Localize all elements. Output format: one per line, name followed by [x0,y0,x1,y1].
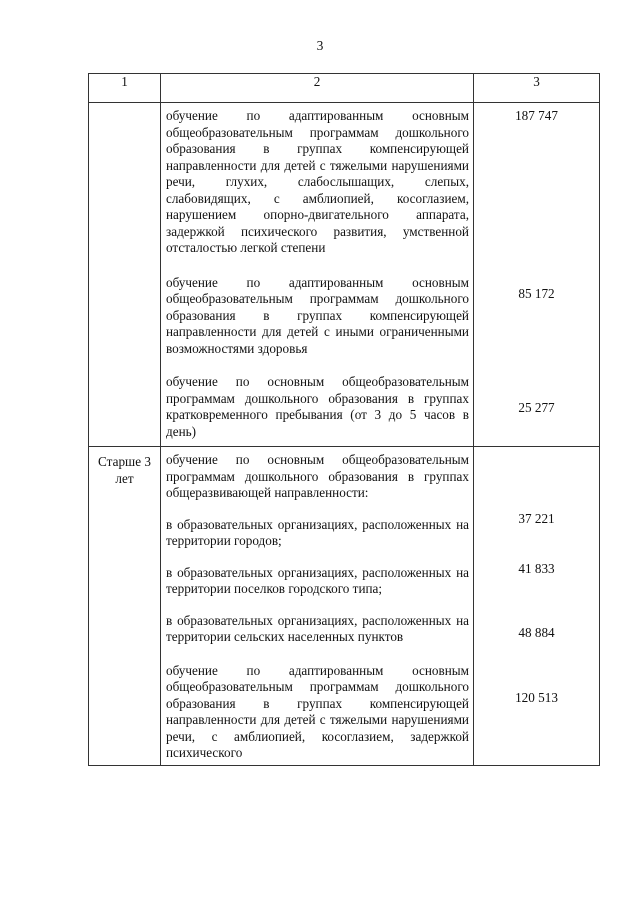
list-item-value: 25 277 [518,400,555,415]
list-item-text: обучение по адаптированным основным общеобразовательным программам дошкольного образования в группах компенсирующей направленности для детей с иными ограниченными возможностями здоровья [166,274,469,356]
description-cell [161,447,474,766]
age-cell [89,447,161,766]
table-header-row [89,74,600,103]
age-label: Старше 3 лет [98,454,151,486]
list-item-value: 85 172 [518,285,555,301]
list-item-value: 120 513 [515,689,558,705]
age-label [89,103,160,108]
section-intro: обучение по основным общеобразовательным программам дошкольного образования в группах общеразвивающей направленности: [166,452,469,500]
table-row [89,447,600,766]
list-item-text: обучение по адаптированным основным общеобразовательным программам дошкольного образования в группах компенсирующей направленности для детей с тяжелыми нарушениями речи, с амблиопией, косоглазием, задержкой психического [166,662,469,760]
list-item-value: 187 747 [515,108,558,123]
header-col-1: 1 [89,74,161,103]
header-col-3: 3 [474,74,600,103]
list-item-text: обучение по адаптированным основным общеобразовательным программам дошкольного образования в группах компенсирующей направленности для детей с тяжелыми нарушениями речи, глухих, слабослышащих, слепых, слабовидящих, с амблиопией, косоглазием, нарушением опорно-двигательного аппарата, задержкой психического развития, умственной отсталостью легкой степени [166,108,469,255]
value-cell [474,447,600,766]
header-col-2: 2 [161,74,474,103]
list-item-text: в образовательных организациях, расположенных на территории сельских населенных пунктов [166,612,469,644]
list-item-value: 48 884 [518,625,555,640]
page-number: 3 [316,38,324,53]
list-item-text: в образовательных организациях, расположенных на территории городов; [166,516,469,548]
table-row [89,103,600,447]
value-cell [474,103,600,447]
age-cell [89,103,161,447]
data-table [88,73,600,766]
list-item-value: 37 221 [518,511,555,526]
list-item-text: обучение по основным общеобразовательным программам дошкольного образования в группах кратковременного пребывания (от 3 до 5 часов в день) [166,374,469,439]
description-cell [161,103,474,447]
list-item-value: 41 833 [518,560,555,576]
list-item-text: в образовательных организациях, расположенных на территории поселков городского типа; [166,564,469,596]
